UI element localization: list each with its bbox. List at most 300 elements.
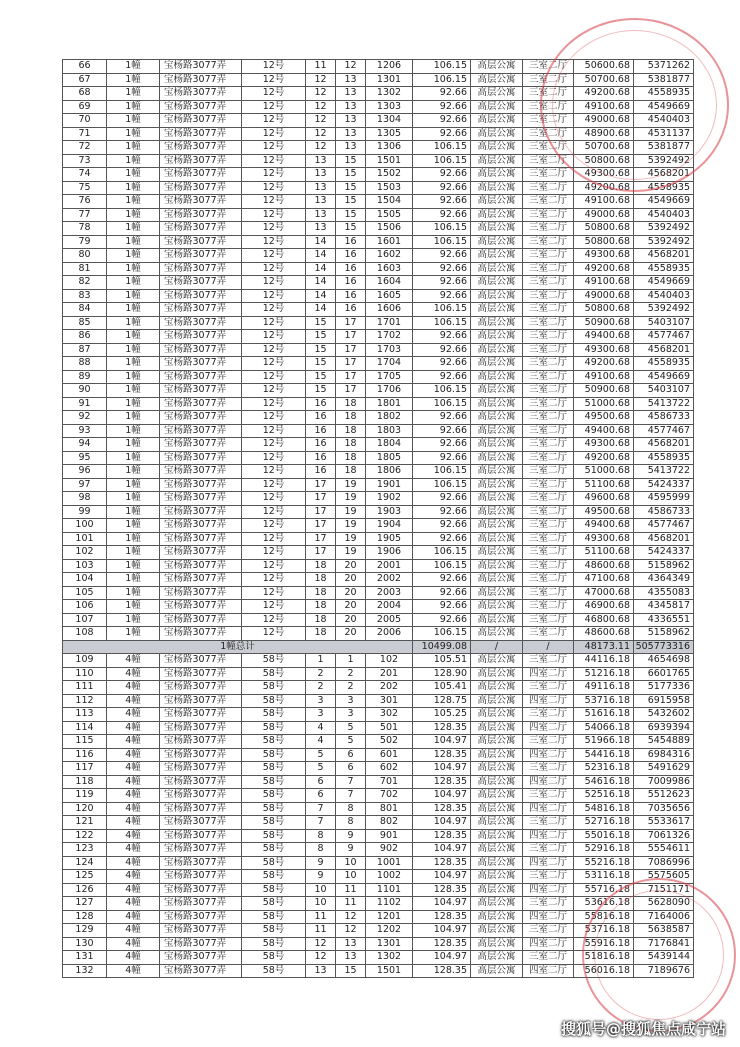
area-cell: 106.15 xyxy=(413,316,471,330)
total-price-cell: 6915958 xyxy=(634,694,694,708)
table-row xyxy=(63,573,694,587)
building-cell: 4幢 xyxy=(107,964,160,978)
layout-cell: 三室二厅 xyxy=(523,411,574,425)
house-number-cell: 12号 xyxy=(242,100,306,114)
house-number-cell: 58号 xyxy=(242,924,306,938)
area-cell: 128.35 xyxy=(413,910,471,924)
total-price-cell: 4558935 xyxy=(634,262,694,276)
row-number-cell: 74 xyxy=(63,168,107,182)
total-price-cell: 5424337 xyxy=(634,546,694,560)
total-price-cell: 7164006 xyxy=(634,910,694,924)
address-cell: 宝杨路3077弄 xyxy=(160,195,242,209)
building-cell: 1幢 xyxy=(107,478,160,492)
floor-nominal-cell: 19 xyxy=(336,532,366,546)
floor-actual-cell: 18 xyxy=(306,600,336,614)
layout-cell: 三室二厅 xyxy=(523,343,574,357)
unit-price-cell: 50800.68 xyxy=(574,235,634,249)
house-number-cell: 12号 xyxy=(242,370,306,384)
property-type-cell: 高层公寓 xyxy=(471,438,523,452)
room-number-cell: 1506 xyxy=(366,222,413,236)
unit-price-cell: 48600.68 xyxy=(574,559,634,573)
unit-price-cell: 49300.68 xyxy=(574,532,634,546)
building-cell: 4幢 xyxy=(107,910,160,924)
room-number-cell: 1202 xyxy=(366,924,413,938)
room-number-cell: 2005 xyxy=(366,613,413,627)
table-row xyxy=(63,438,694,452)
row-number-cell: 120 xyxy=(63,802,107,816)
building-cell: 1幢 xyxy=(107,627,160,641)
house-number-cell: 58号 xyxy=(242,735,306,749)
table-row xyxy=(63,168,694,182)
address-cell: 宝杨路3077弄 xyxy=(160,775,242,789)
address-cell: 宝杨路3077弄 xyxy=(160,330,242,344)
building-cell: 1幢 xyxy=(107,73,160,87)
table-row xyxy=(63,195,694,209)
room-number-cell: 1604 xyxy=(366,276,413,290)
area-cell: 106.15 xyxy=(413,627,471,641)
address-cell: 宝杨路3077弄 xyxy=(160,897,242,911)
table-row xyxy=(63,964,694,978)
table-row xyxy=(63,681,694,695)
property-type-cell: 高层公寓 xyxy=(471,721,523,735)
property-type-cell: 高层公寓 xyxy=(471,924,523,938)
property-type-cell: 高层公寓 xyxy=(471,181,523,195)
house-number-cell: 12号 xyxy=(242,208,306,222)
address-cell: 宝杨路3077弄 xyxy=(160,465,242,479)
total-price-cell: 5439144 xyxy=(634,951,694,965)
floor-actual-cell: 12 xyxy=(306,114,336,128)
table-row xyxy=(63,141,694,155)
price-table-sheet xyxy=(62,59,693,978)
total-price-cell: 4568201 xyxy=(634,168,694,182)
table-row xyxy=(63,924,694,938)
row-number-cell: 114 xyxy=(63,721,107,735)
layout-cell: 三室二厅 xyxy=(523,870,574,884)
property-type-cell: 高层公寓 xyxy=(471,357,523,371)
room-number-cell: 1305 xyxy=(366,127,413,141)
house-number-cell: 12号 xyxy=(242,627,306,641)
row-number-cell: 82 xyxy=(63,276,107,290)
address-cell: 宝杨路3077弄 xyxy=(160,249,242,263)
property-type-cell: 高层公寓 xyxy=(471,694,523,708)
address-cell: 宝杨路3077弄 xyxy=(160,667,242,681)
building-cell: 4幢 xyxy=(107,667,160,681)
row-number-cell: 97 xyxy=(63,478,107,492)
house-number-cell: 58号 xyxy=(242,775,306,789)
address-cell: 宝杨路3077弄 xyxy=(160,384,242,398)
room-number-cell: 1503 xyxy=(366,181,413,195)
unit-price-cell: 49200.68 xyxy=(574,87,634,101)
area-cell: 92.66 xyxy=(413,87,471,101)
building-cell: 1幢 xyxy=(107,100,160,114)
unit-price-cell: 54816.18 xyxy=(574,802,634,816)
floor-actual-cell: 17 xyxy=(306,505,336,519)
layout-cell: 三室二厅 xyxy=(523,208,574,222)
house-number-cell: 58号 xyxy=(242,829,306,843)
unit-price-cell: 55816.18 xyxy=(574,910,634,924)
room-number-cell: 302 xyxy=(366,708,413,722)
row-number-cell: 90 xyxy=(63,384,107,398)
house-number-cell: 12号 xyxy=(242,168,306,182)
table-row xyxy=(63,370,694,384)
layout-cell: 四室二厅 xyxy=(523,964,574,978)
floor-actual-cell: 4 xyxy=(306,721,336,735)
total-price-cell: 5512623 xyxy=(634,789,694,803)
total-price-cell: 4558935 xyxy=(634,87,694,101)
house-number-cell: 58号 xyxy=(242,748,306,762)
building-cell: 1幢 xyxy=(107,127,160,141)
area-cell: 92.66 xyxy=(413,519,471,533)
unit-price-cell: 51100.68 xyxy=(574,546,634,560)
room-number-cell: 1702 xyxy=(366,330,413,344)
building-cell: 1幢 xyxy=(107,208,160,222)
total-price-cell: 6601765 xyxy=(634,667,694,681)
total-price-cell: 4531137 xyxy=(634,127,694,141)
room-number-cell: 901 xyxy=(366,829,413,843)
room-number-cell: 201 xyxy=(366,667,413,681)
floor-nominal-cell: 11 xyxy=(336,897,366,911)
row-number-cell: 103 xyxy=(63,559,107,573)
unit-price-cell: 54066.18 xyxy=(574,721,634,735)
table-row xyxy=(63,600,694,614)
unit-price-cell: 50700.68 xyxy=(574,73,634,87)
row-number-cell: 85 xyxy=(63,316,107,330)
area-cell: 104.97 xyxy=(413,816,471,830)
table-row xyxy=(63,748,694,762)
house-number-cell: 12号 xyxy=(242,343,306,357)
layout-cell: 三室二厅 xyxy=(523,465,574,479)
house-number-cell: 12号 xyxy=(242,600,306,614)
property-type-cell: 高层公寓 xyxy=(471,100,523,114)
layout-cell: 三室二厅 xyxy=(523,451,574,465)
address-cell: 宝杨路3077弄 xyxy=(160,708,242,722)
building-cell: 1幢 xyxy=(107,249,160,263)
property-type-cell: 高层公寓 xyxy=(471,235,523,249)
building-cell: 1幢 xyxy=(107,546,160,560)
floor-nominal-cell: 18 xyxy=(336,411,366,425)
room-number-cell: 102 xyxy=(366,654,413,668)
house-number-cell: 12号 xyxy=(242,262,306,276)
property-type-cell: 高层公寓 xyxy=(471,667,523,681)
floor-nominal-cell: 9 xyxy=(336,829,366,843)
room-number-cell: 1301 xyxy=(366,73,413,87)
floor-actual-cell: 8 xyxy=(306,843,336,857)
room-number-cell: 1201 xyxy=(366,910,413,924)
unit-price-cell: 49300.68 xyxy=(574,249,634,263)
unit-price-cell: 46900.68 xyxy=(574,600,634,614)
area-cell: 106.15 xyxy=(413,397,471,411)
floor-actual-cell: 17 xyxy=(306,478,336,492)
row-number-cell: 123 xyxy=(63,843,107,857)
unit-price-cell: 49300.68 xyxy=(574,343,634,357)
area-cell: 92.66 xyxy=(413,357,471,371)
row-number-cell: 109 xyxy=(63,654,107,668)
area-cell: 92.66 xyxy=(413,411,471,425)
address-cell: 宝杨路3077弄 xyxy=(160,181,242,195)
floor-nominal-cell: 19 xyxy=(336,519,366,533)
table-row xyxy=(63,627,694,641)
address-cell: 宝杨路3077弄 xyxy=(160,222,242,236)
layout-cell: 三室二厅 xyxy=(523,87,574,101)
table-row xyxy=(63,451,694,465)
floor-actual-cell: 9 xyxy=(306,870,336,884)
address-cell: 宝杨路3077弄 xyxy=(160,694,242,708)
room-number-cell: 1504 xyxy=(366,195,413,209)
address-cell: 宝杨路3077弄 xyxy=(160,451,242,465)
address-cell: 宝杨路3077弄 xyxy=(160,60,242,74)
floor-actual-cell: 16 xyxy=(306,411,336,425)
address-cell: 宝杨路3077弄 xyxy=(160,100,242,114)
building-cell: 1幢 xyxy=(107,181,160,195)
floor-nominal-cell: 18 xyxy=(336,424,366,438)
table-row xyxy=(63,519,694,533)
total-price-cell: 4345817 xyxy=(634,600,694,614)
address-cell: 宝杨路3077弄 xyxy=(160,721,242,735)
house-number-cell: 12号 xyxy=(242,519,306,533)
floor-nominal-cell: 6 xyxy=(336,748,366,762)
property-type-cell: 高层公寓 xyxy=(471,708,523,722)
address-cell: 宝杨路3077弄 xyxy=(160,964,242,978)
building-cell: 1幢 xyxy=(107,438,160,452)
total-price-cell: 5575605 xyxy=(634,870,694,884)
building-cell: 1幢 xyxy=(107,424,160,438)
total-price-cell: 5432602 xyxy=(634,708,694,722)
total-price-cell: 4540403 xyxy=(634,289,694,303)
property-type-cell: 高层公寓 xyxy=(471,802,523,816)
layout-cell: 三室二厅 xyxy=(523,438,574,452)
layout-cell: 三室二厅 xyxy=(523,181,574,195)
room-number-cell: 1303 xyxy=(366,100,413,114)
floor-nominal-cell: 19 xyxy=(336,505,366,519)
unit-price-cell: 49100.68 xyxy=(574,100,634,114)
row-number-cell: 89 xyxy=(63,370,107,384)
unit-price-cell: 49500.68 xyxy=(574,411,634,425)
building-cell: 1幢 xyxy=(107,154,160,168)
floor-actual-cell: 13 xyxy=(306,222,336,236)
house-number-cell: 58号 xyxy=(242,910,306,924)
floor-actual-cell: 15 xyxy=(306,370,336,384)
building-cell: 4幢 xyxy=(107,789,160,803)
property-type-cell: 高层公寓 xyxy=(471,370,523,384)
address-cell: 宝杨路3077弄 xyxy=(160,681,242,695)
floor-nominal-cell: 15 xyxy=(336,208,366,222)
area-cell: 106.15 xyxy=(413,235,471,249)
total-price-cell: 4364349 xyxy=(634,573,694,587)
address-cell: 宝杨路3077弄 xyxy=(160,262,242,276)
house-number-cell: 58号 xyxy=(242,856,306,870)
layout-cell: 三室二厅 xyxy=(523,289,574,303)
layout-cell: 三室二厅 xyxy=(523,141,574,155)
table-body-building-1 xyxy=(63,60,694,641)
unit-price-cell: 52716.18 xyxy=(574,816,634,830)
house-number-cell: 58号 xyxy=(242,708,306,722)
row-number-cell: 132 xyxy=(63,964,107,978)
area-cell: 106.15 xyxy=(413,546,471,560)
total-price-cell: 5424337 xyxy=(634,478,694,492)
layout-cell: 三室二厅 xyxy=(523,600,574,614)
property-type-cell: 高层公寓 xyxy=(471,397,523,411)
table-row xyxy=(63,505,694,519)
property-type-cell: 高层公寓 xyxy=(471,586,523,600)
floor-nominal-cell: 15 xyxy=(336,964,366,978)
row-number-cell: 93 xyxy=(63,424,107,438)
address-cell: 宝杨路3077弄 xyxy=(160,411,242,425)
property-type-cell: 高层公寓 xyxy=(471,519,523,533)
row-number-cell: 125 xyxy=(63,870,107,884)
house-number-cell: 12号 xyxy=(242,330,306,344)
property-type-cell: 高层公寓 xyxy=(471,316,523,330)
room-number-cell: 2003 xyxy=(366,586,413,600)
area-cell: 106.15 xyxy=(413,60,471,74)
address-cell: 宝杨路3077弄 xyxy=(160,573,242,587)
source-watermark: 搜狐号@搜狐焦点咸宁站 xyxy=(560,1020,726,1038)
subtotal-total: 505773316 xyxy=(634,640,694,654)
area-cell: 105.41 xyxy=(413,681,471,695)
total-price-cell: 5381877 xyxy=(634,73,694,87)
total-price-cell: 5628090 xyxy=(634,897,694,911)
building-cell: 1幢 xyxy=(107,613,160,627)
house-number-cell: 12号 xyxy=(242,114,306,128)
address-cell: 宝杨路3077弄 xyxy=(160,424,242,438)
floor-nominal-cell: 16 xyxy=(336,235,366,249)
total-price-cell: 4595999 xyxy=(634,492,694,506)
table-row xyxy=(63,235,694,249)
table-row xyxy=(63,654,694,668)
property-type-cell: 高层公寓 xyxy=(471,154,523,168)
floor-actual-cell: 13 xyxy=(306,181,336,195)
subtotal-layout: / xyxy=(523,640,574,654)
row-number-cell: 122 xyxy=(63,829,107,843)
floor-actual-cell: 17 xyxy=(306,532,336,546)
unit-price-cell: 53116.18 xyxy=(574,870,634,884)
room-number-cell: 1304 xyxy=(366,114,413,128)
property-type-cell: 高层公寓 xyxy=(471,600,523,614)
floor-nominal-cell: 16 xyxy=(336,303,366,317)
table-row xyxy=(63,789,694,803)
area-cell: 128.35 xyxy=(413,964,471,978)
floor-nominal-cell: 13 xyxy=(336,141,366,155)
house-number-cell: 12号 xyxy=(242,127,306,141)
unit-price-cell: 49000.68 xyxy=(574,114,634,128)
unit-price-cell: 47100.68 xyxy=(574,573,634,587)
building-cell: 1幢 xyxy=(107,600,160,614)
table-row xyxy=(63,154,694,168)
property-type-cell: 高层公寓 xyxy=(471,195,523,209)
total-price-cell: 5454889 xyxy=(634,735,694,749)
building-cell: 4幢 xyxy=(107,856,160,870)
floor-nominal-cell: 15 xyxy=(336,195,366,209)
house-number-cell: 58号 xyxy=(242,654,306,668)
layout-cell: 四室二厅 xyxy=(523,910,574,924)
address-cell: 宝杨路3077弄 xyxy=(160,343,242,357)
row-number-cell: 113 xyxy=(63,708,107,722)
unit-price-cell: 52516.18 xyxy=(574,789,634,803)
layout-cell: 三室二厅 xyxy=(523,114,574,128)
building-cell: 1幢 xyxy=(107,303,160,317)
property-type-cell: 高层公寓 xyxy=(471,87,523,101)
row-number-cell: 102 xyxy=(63,546,107,560)
floor-nominal-cell: 18 xyxy=(336,451,366,465)
floor-actual-cell: 18 xyxy=(306,627,336,641)
room-number-cell: 1603 xyxy=(366,262,413,276)
house-number-cell: 12号 xyxy=(242,397,306,411)
area-cell: 128.35 xyxy=(413,802,471,816)
floor-actual-cell: 12 xyxy=(306,73,336,87)
room-number-cell: 1802 xyxy=(366,411,413,425)
property-type-cell: 高层公寓 xyxy=(471,73,523,87)
floor-nominal-cell: 19 xyxy=(336,478,366,492)
layout-cell: 三室二厅 xyxy=(523,573,574,587)
floor-nominal-cell: 9 xyxy=(336,843,366,857)
floor-nominal-cell: 20 xyxy=(336,600,366,614)
total-price-cell: 4540403 xyxy=(634,208,694,222)
layout-cell: 三室二厅 xyxy=(523,681,574,695)
room-number-cell: 1605 xyxy=(366,289,413,303)
building-cell: 1幢 xyxy=(107,141,160,155)
row-number-cell: 130 xyxy=(63,937,107,951)
address-cell: 宝杨路3077弄 xyxy=(160,627,242,641)
house-number-cell: 12号 xyxy=(242,559,306,573)
total-price-cell: 7061326 xyxy=(634,829,694,843)
unit-price-cell: 54616.18 xyxy=(574,775,634,789)
floor-nominal-cell: 13 xyxy=(336,73,366,87)
area-cell: 92.66 xyxy=(413,262,471,276)
unit-price-cell: 55916.18 xyxy=(574,937,634,951)
building-cell: 1幢 xyxy=(107,411,160,425)
layout-cell: 三室二厅 xyxy=(523,154,574,168)
address-cell: 宝杨路3077弄 xyxy=(160,856,242,870)
floor-nominal-cell: 7 xyxy=(336,775,366,789)
area-cell: 92.66 xyxy=(413,505,471,519)
table-row xyxy=(63,762,694,776)
area-cell: 92.66 xyxy=(413,613,471,627)
area-cell: 92.66 xyxy=(413,181,471,195)
layout-cell: 三室二厅 xyxy=(523,168,574,182)
area-cell: 104.97 xyxy=(413,789,471,803)
floor-actual-cell: 14 xyxy=(306,235,336,249)
area-cell: 106.15 xyxy=(413,384,471,398)
layout-cell: 三室二厅 xyxy=(523,708,574,722)
property-type-cell: 高层公寓 xyxy=(471,573,523,587)
unit-price-cell: 49100.68 xyxy=(574,276,634,290)
floor-nominal-cell: 8 xyxy=(336,802,366,816)
floor-actual-cell: 7 xyxy=(306,816,336,830)
building-cell: 4幢 xyxy=(107,883,160,897)
layout-cell: 三室二厅 xyxy=(523,60,574,74)
house-number-cell: 58号 xyxy=(242,951,306,965)
property-type-cell: 高层公寓 xyxy=(471,60,523,74)
floor-nominal-cell: 2 xyxy=(336,667,366,681)
floor-nominal-cell: 12 xyxy=(336,60,366,74)
total-price-cell: 5403107 xyxy=(634,316,694,330)
area-cell: 106.15 xyxy=(413,141,471,155)
room-number-cell: 1906 xyxy=(366,546,413,560)
building-cell: 1幢 xyxy=(107,532,160,546)
room-number-cell: 1101 xyxy=(366,883,413,897)
row-number-cell: 78 xyxy=(63,222,107,236)
area-cell: 92.66 xyxy=(413,573,471,587)
floor-nominal-cell: 12 xyxy=(336,910,366,924)
property-type-cell: 高层公寓 xyxy=(471,330,523,344)
floor-actual-cell: 15 xyxy=(306,357,336,371)
total-price-cell: 7176841 xyxy=(634,937,694,951)
table-row xyxy=(63,303,694,317)
area-cell: 92.66 xyxy=(413,492,471,506)
table-row xyxy=(63,222,694,236)
table-row xyxy=(63,694,694,708)
property-type-cell: 高层公寓 xyxy=(471,762,523,776)
floor-actual-cell: 11 xyxy=(306,924,336,938)
